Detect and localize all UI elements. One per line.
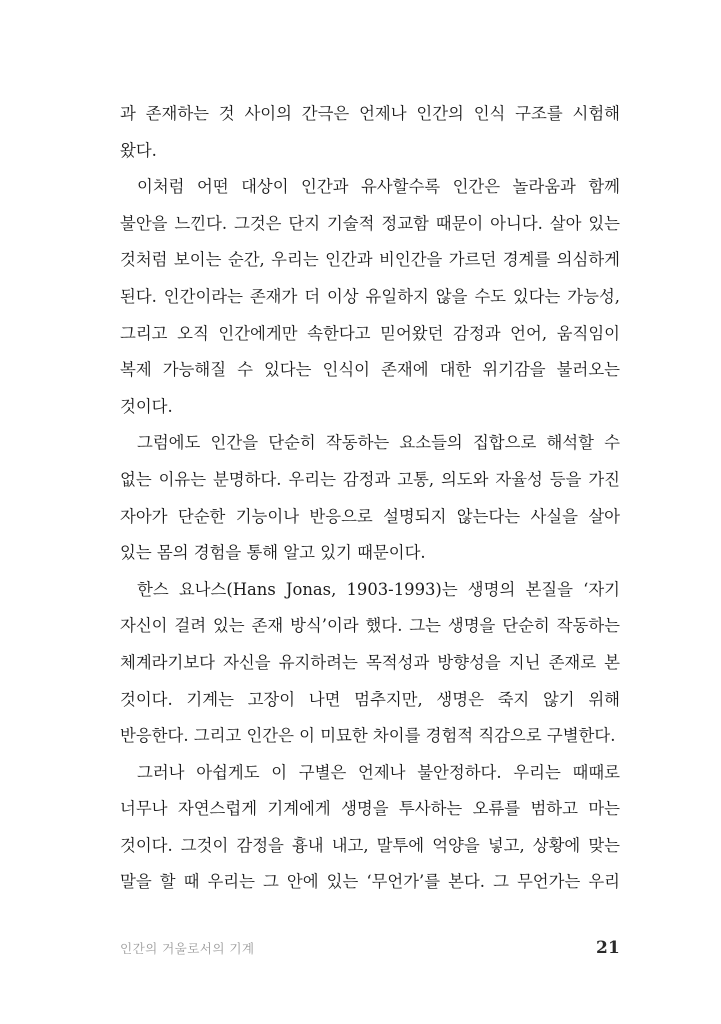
paragraph-uncanny: 이처럼 어떤 대상이 인간과 유사할수록 인간은 놀라움과 함께 불안을 느낀다. 그것은 단지 기술적 정교함 때문이 아니다. 살아 있는 것처럼 보이는 순간, 우리는 인간과 비인간을 가르던 경계를 의심하게 된다. 인간이라는 존재가 더 이상 유일하지 않을 수도 있다는 가능성, 그리고 오직 인간에게만 속한다고 믿어왔던 감정과 언어, 움직임이 복제 가능해질 수 있다는 인식이 존재에 대한 위기감을 불러오는 것이다.: [120, 177, 620, 416]
paragraph-unstable-distinction: 그러나 아쉽게도 이 구별은 언제나 불안정하다. 우리는 때때로 너무나 자연스럽게 기계에게 생명을 투사하는 오류를 범하고 마는 것이다. 그것이 감정을 흉내 내고, 말투에 억양을 넣고, 상황에 맞는 말을 할 때 우리는 그 안에 있는 ‘무언가’를 본다. 그 무언가는 우리: [120, 762, 620, 892]
page-number: 21: [595, 938, 620, 958]
running-head: 인간의 거울로서의 기계: [120, 941, 255, 956]
page-footer: [120, 938, 620, 968]
paragraph-not-mere-components: 그럼에도 인간을 단순히 작동하는 요소들의 집합으로 해석할 수 없는 이유는 분명하다. 우리는 감정과 고통, 의도와 자율성 등을 가진 자아가 단순한 기능이나 반응으로 설명되지 않는다는 사실을 살아 있는 몸의 경험을 통해 알고 있기 때문이다.: [120, 433, 620, 563]
body-text-column: [120, 96, 620, 938]
paragraph-hans-jonas: 한스 요나스(Hans Jonas, 1903-1993)는 생명의 본질을 ‘자기 자신이 걸려 있는 존재 방식’이라 했다. 그는 생명을 단순히 작동하는 체계라기보다 자신을 유지하려는 목적성과 방향성을 지닌 존재로 본 것이다. 기계는 고장이 나면 멈추지만, 생명은 죽지 않기 위해 반응한다. 그리고 인간은 이 미묘한 차이를 경험적 직감으로 구별한다.: [120, 579, 620, 746]
paragraph-continuation: 과 존재하는 것 사이의 간극은 언제나 인간의 인식 구조를 시험해 왔다.: [120, 104, 620, 160]
